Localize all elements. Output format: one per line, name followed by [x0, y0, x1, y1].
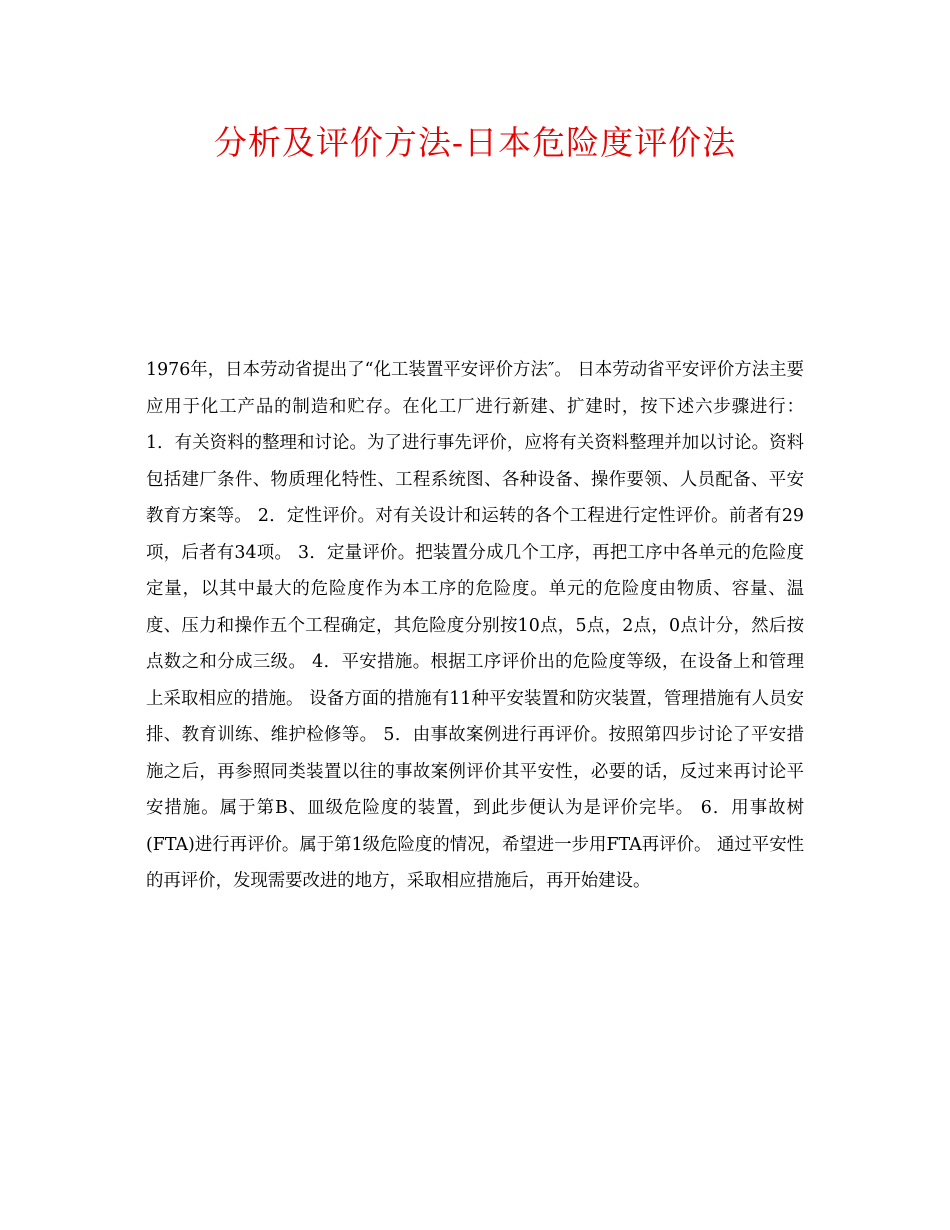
document-title: 分析及评价方法-日本危险度评价法 [213, 123, 737, 162]
document-body-paragraph: 1976年，日本劳动省提出了“化工装置平安评价方法″。 日本劳动省平安评价方法主要应用于化工产品的制造和贮存。在化工厂进行新建、扩建时，按下述六步骤进行： 1．有关资料的整理和讨论。为了进行事先评价，应将有关资料整理并加以讨论。资料包括建厂条件、物质理化特性、工程系统图、各种设备、操作要领、人员配备、平安教育方案等。 2．定性评价。对有关设计和运转的各个工程进行定性评价。前者有29项，后者有34项。 3．定量评价。把装置分成几个工序，再把工序中各单元的危险度定量，以其中最大的危险度作为本工序的危险度。单元的危险度由物质、容量、温度、压力和操作五个工程确定，其危险度分别按10点，5点，2点，0点计分，然后按点数之和分成三级。 4．平安措施。根据工序评价出的危险度等级，在设备上和管理上采取相应的措施。 设备方面的措施有11种平安装置和防灾装置，管理措施有人员安排、教育训练、维护检修等。 5．由事故案例进行再评价。按照第四步讨论了平安措施之后，再参照同类装置以往的事故案例评价其平安性，必要的话，反过来再讨论平安措施。属于第B、皿级危险度的装置，到此步便认为是评价完毕。 6．用事故树(FTA)进行再评价。属于第1级危险度的情况，希望进一步用FTA再评价。 通过平安性的再评价，发现需要改进的地方，采取相应措施后，再开始建设。 [146, 360, 804, 891]
